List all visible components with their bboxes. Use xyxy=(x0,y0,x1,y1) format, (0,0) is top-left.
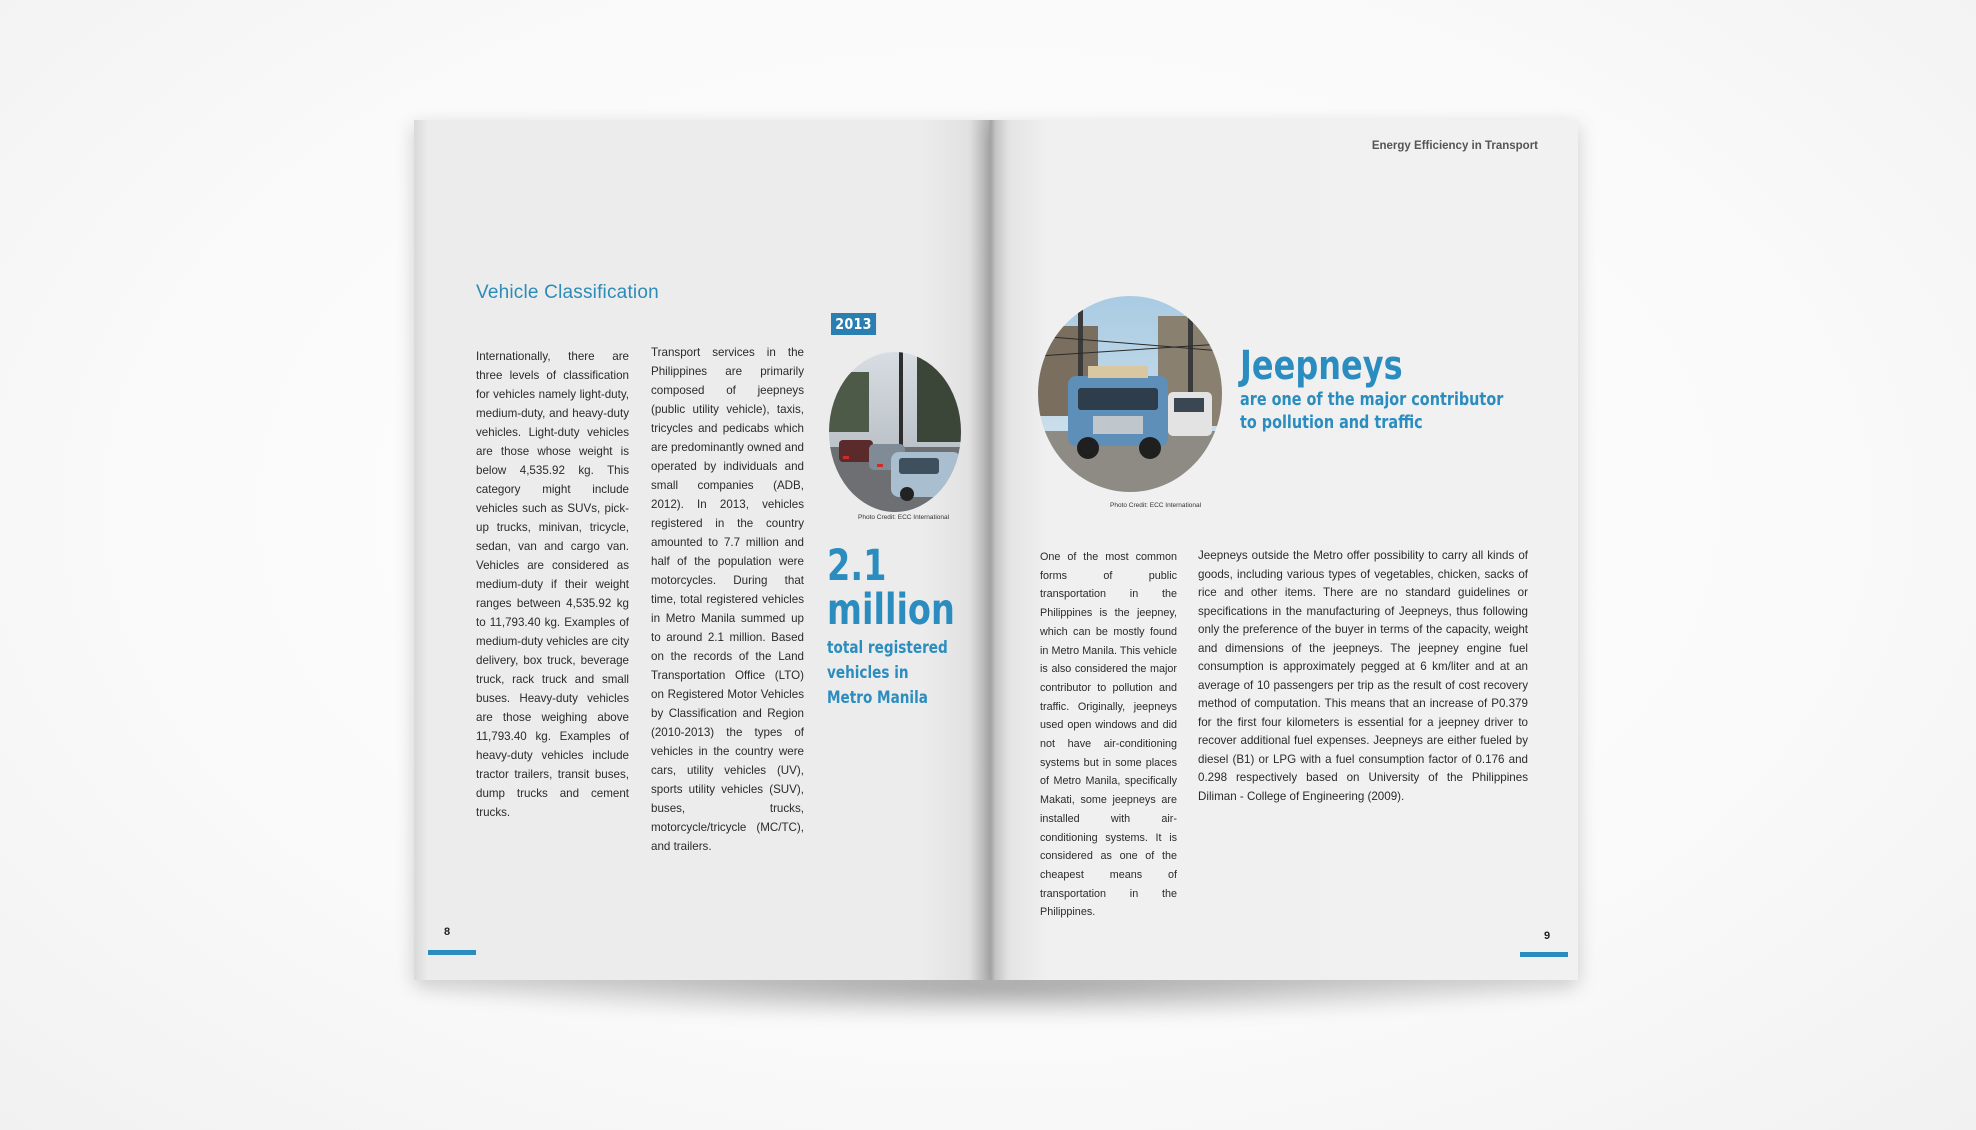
left-page xyxy=(414,120,990,980)
stat-caption-line1: total registered xyxy=(827,638,948,658)
right-page xyxy=(990,120,1578,980)
page-number-left: 8 xyxy=(444,926,451,938)
left-column-2: Transport services in the Philippines are primarily composed of jeepneys (public utility vehicle), taxis, tricycles and pedicabs which are predominantly owned and operated by individuals and small companies (ADB, 2012). In 2013, vehicles registered in the country amounted to 7.7 million and half of the population were motorcycles. During that time, total registered vehicles in Metro Manila summed up to around 2.1 million. Based on the records of the Land Transportation Office (LTO) on Registered Motor Vehicles by Classification and Region (2010-2013) the types of vehicles in the country were cars, utility vehicles (UV), sports utility vehicles (SUV), buses, trucks, motorcycle/tricycle (MC/TC), and trailers. xyxy=(651,346,804,853)
section-title: Vehicle Classification xyxy=(476,282,659,303)
stat-number-line2: million xyxy=(827,585,955,635)
stat-number-line1: 2.1 xyxy=(827,541,887,591)
traffic-photo-image xyxy=(829,352,961,512)
jeepneys-subtitle-line2: to pollution and traffic xyxy=(1240,412,1423,433)
jeepney-photo-image xyxy=(1038,296,1222,492)
stat-caption-line2: vehicles in xyxy=(827,663,909,683)
running-head: Energy Efficiency in Transport xyxy=(1371,140,1538,152)
page-bar-right xyxy=(1520,952,1568,957)
year-badge: 2013 xyxy=(831,313,876,335)
page-number-right: 9 xyxy=(1544,930,1551,942)
left-column-1: Internationally, there are three levels of classification for vehicles namely light-duty, medium-duty, and heavy-duty vehicles. Light-duty vehicles are those whose weight is below 4,535.92 kg. This category might include vehicles such as SUVs, pick-up trucks, minivan, tricycle, sedan, van and cargo van. Vehicles are considered as medium-duty if their weight ranges between 4,535.92 kg to 11,793.40 kg. Examples of medium-duty vehicles are city delivery, box truck, beverage truck, rack truck and small buses. Heavy-duty vehicles are those weighing above 11,793.40 kg. Examples of heavy-duty vehicles include tractor trailers, transit buses, dump trucks and cement trucks. xyxy=(476,350,629,819)
photo-credit-right: Photo Credit: ECC International xyxy=(1110,502,1202,509)
jeepneys-title: Jeepneys xyxy=(1240,343,1403,389)
stat-block xyxy=(827,541,991,711)
right-column-1: One of the most common forms of public transportation in the Philippines is the jeepney, which can be mostly found in Metro Manila. This vehicle is also considered the major contributor to pollution and traffic. Originally, jeepneys used open windows and did not have air-conditioning systems but in some places of Metro Manila, specifically Makati, some jeepneys are installed with air-conditioning systems. It is considered as one of the cheapest means of transportation in the Philippines. xyxy=(1040,551,1177,919)
page-bar-left xyxy=(428,950,476,955)
stat-caption-line3: Metro Manila xyxy=(827,688,928,708)
photo-credit-left: Photo Credit: ECC International xyxy=(858,514,950,521)
right-column-2: Jeepneys outside the Metro offer possibility to carry all kinds of goods, including various types of vegetables, chicken, sacks of rice and other items. There are no standard guidelines or specifications in the manufacturing of Jeepneys, thus following only the preference of the buyer in terms of the capacity, weight and dimensions of the jeepneys. The jeepney engine fuel consumption is approximately pegged at 6 km/liter and at an average of 10 passengers per trip as the result of cost recovery method of computation. This means that an increase of P0.379 for the first four kilometers is essential for a jeepney driver to recover additional fuel expenses. Jeepneys are either fueled by diesel (B1) or LPG with a fuel consumption factor of 0.176 and 0.298 respectively based on University of the Philippines Diliman - College of Engineering (2009). xyxy=(1198,549,1528,803)
traffic-photo xyxy=(829,352,961,512)
jeepneys-subtitle-line1: are one of the major contributor xyxy=(1240,389,1504,410)
jeepney-photo xyxy=(1038,296,1222,492)
